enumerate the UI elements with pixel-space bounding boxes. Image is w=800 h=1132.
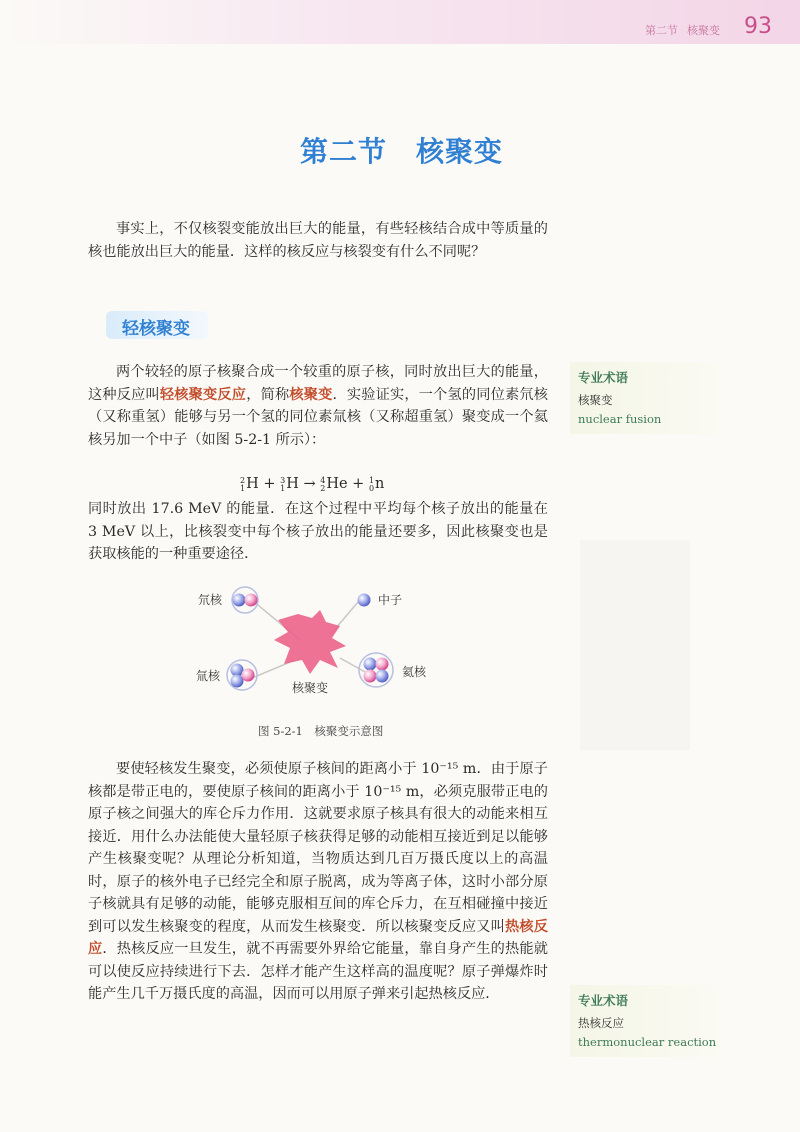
nuclide-symbol: n — [375, 476, 385, 492]
paragraph-text: ．实验证实，一个氢的同位素氘核（又称重氢）能够与另一个氢的同位素氚核（又称超重氢）聚变成一个氦核另加一个中子（如图 5-2-1 所示）： — [88, 386, 548, 448]
page-number: 93 — [744, 14, 772, 39]
fusion-equation — [240, 476, 384, 493]
glossary-term-en: thermonuclear reaction — [578, 1035, 717, 1049]
neutron-particle — [358, 594, 371, 607]
label-deuteron: 氘核 — [198, 593, 223, 607]
triton-nucleus — [227, 660, 257, 690]
glossary-box — [570, 985, 720, 1057]
glossary-term-cn: 核聚变 — [578, 393, 613, 407]
paragraph-text: ，简称 — [246, 386, 290, 403]
label-neutron: 中子 — [378, 593, 403, 607]
header-section: 第二节 — [645, 24, 678, 37]
plus-sign: + — [347, 476, 369, 492]
faint-bleed-through — [580, 540, 690, 750]
nuclide-symbol: H — [246, 476, 259, 492]
nuclide-indices: 4 2 — [320, 476, 326, 493]
label-fusion: 核聚变 — [292, 681, 329, 695]
section-subheading: 轻核聚变 — [122, 319, 190, 339]
nuclide-symbol: H — [286, 476, 299, 492]
key-term-light-nuclear-fusion: 轻核聚变反应 — [159, 386, 247, 403]
page-title: 第二节 核聚变 — [300, 135, 504, 168]
label-helium: 氦核 — [402, 665, 427, 679]
plus-sign: + — [258, 476, 281, 492]
key-term-thermonuclear: 热核反应 — [88, 918, 548, 957]
paragraph-thermonuclear — [88, 758, 548, 1006]
glossary-heading: 专业术语 — [578, 370, 629, 385]
paragraph-text: 要使轻核发生聚变，必须使原子核间的距离小于 10⁻¹⁵ m．由于原子核都是带正电的，要使原子核间的距离小于 10⁻¹⁵ m，必须克服带正电的原子核之间强大的库仑斥力作用．这就要求原子核具有很大的动能来相互接近．用什么办法能使大量轻原子核获得足够的动能相互接近到足以能够产生核聚变呢？从理论分析知道，当物质达到几百万摄氏度以上的高温时，原子的核外电子已经完全和原子脱离，成为等离子体，这时小部分原子核就具有足够的动能，能够克服相互间的库仑斥力，在互相碰撞中接近到可以发生核聚变的程度，从而发生核聚变．所以核聚变反应又叫 — [88, 761, 548, 935]
glossary-term-en: nuclear fusion — [578, 412, 662, 426]
glossary-term-cn: 热核反应 — [578, 1016, 624, 1030]
figure-caption: 图 5-2-1 核聚变示意图 — [258, 724, 384, 738]
helium-nucleus — [359, 653, 393, 687]
reaction-arrow: → — [298, 476, 321, 492]
header-band — [0, 0, 800, 44]
glossary-heading: 专业术语 — [578, 993, 629, 1008]
paragraph-text: 两个较轻的原子核聚合成一个较重的原子核，同时放出巨大的能量，这种反应叫 — [88, 364, 548, 403]
paragraph-text: ．热核反应一旦发生，就不再需要外界给它能量，靠自身产生的热能就可以使反应持续进行下去．怎样才能产生这样高的温度呢？原子弹爆炸时能产生几千万摄氏度的高温，因而可以用原子弹来引起热核反应． — [88, 941, 548, 1002]
deuteron-nucleus — [232, 587, 258, 613]
label-triton: 氚核 — [196, 669, 221, 683]
paragraph-fusion-definition — [88, 361, 548, 451]
paragraph-energy: 同时放出 17.6 MeV 的能量．在这个过程中平均每个核子放出的能量在 3 MeV 以上，比核裂变中每个核子放出的能量还要多，因此核聚变也是获取核能的一种重要途径． — [88, 501, 548, 562]
nuclide-indices: 1 0 — [368, 476, 375, 493]
header-topic: 核聚变 — [687, 24, 720, 37]
nuclide-indices: 3 1 — [280, 476, 286, 493]
nuclide-symbol: He — [326, 476, 348, 492]
intro-paragraph: 事实上，不仅核裂变能放出巨大的能量，有些轻核结合成中等质量的核也能放出巨大的能量．这样的核反应与核裂变有什么不同呢？ — [88, 221, 548, 260]
nuclide-indices: 2 1 — [240, 476, 246, 493]
fusion-diagram — [180, 580, 440, 730]
glossary-box — [570, 362, 720, 434]
key-term-nuclear-fusion: 核聚变 — [289, 386, 333, 403]
